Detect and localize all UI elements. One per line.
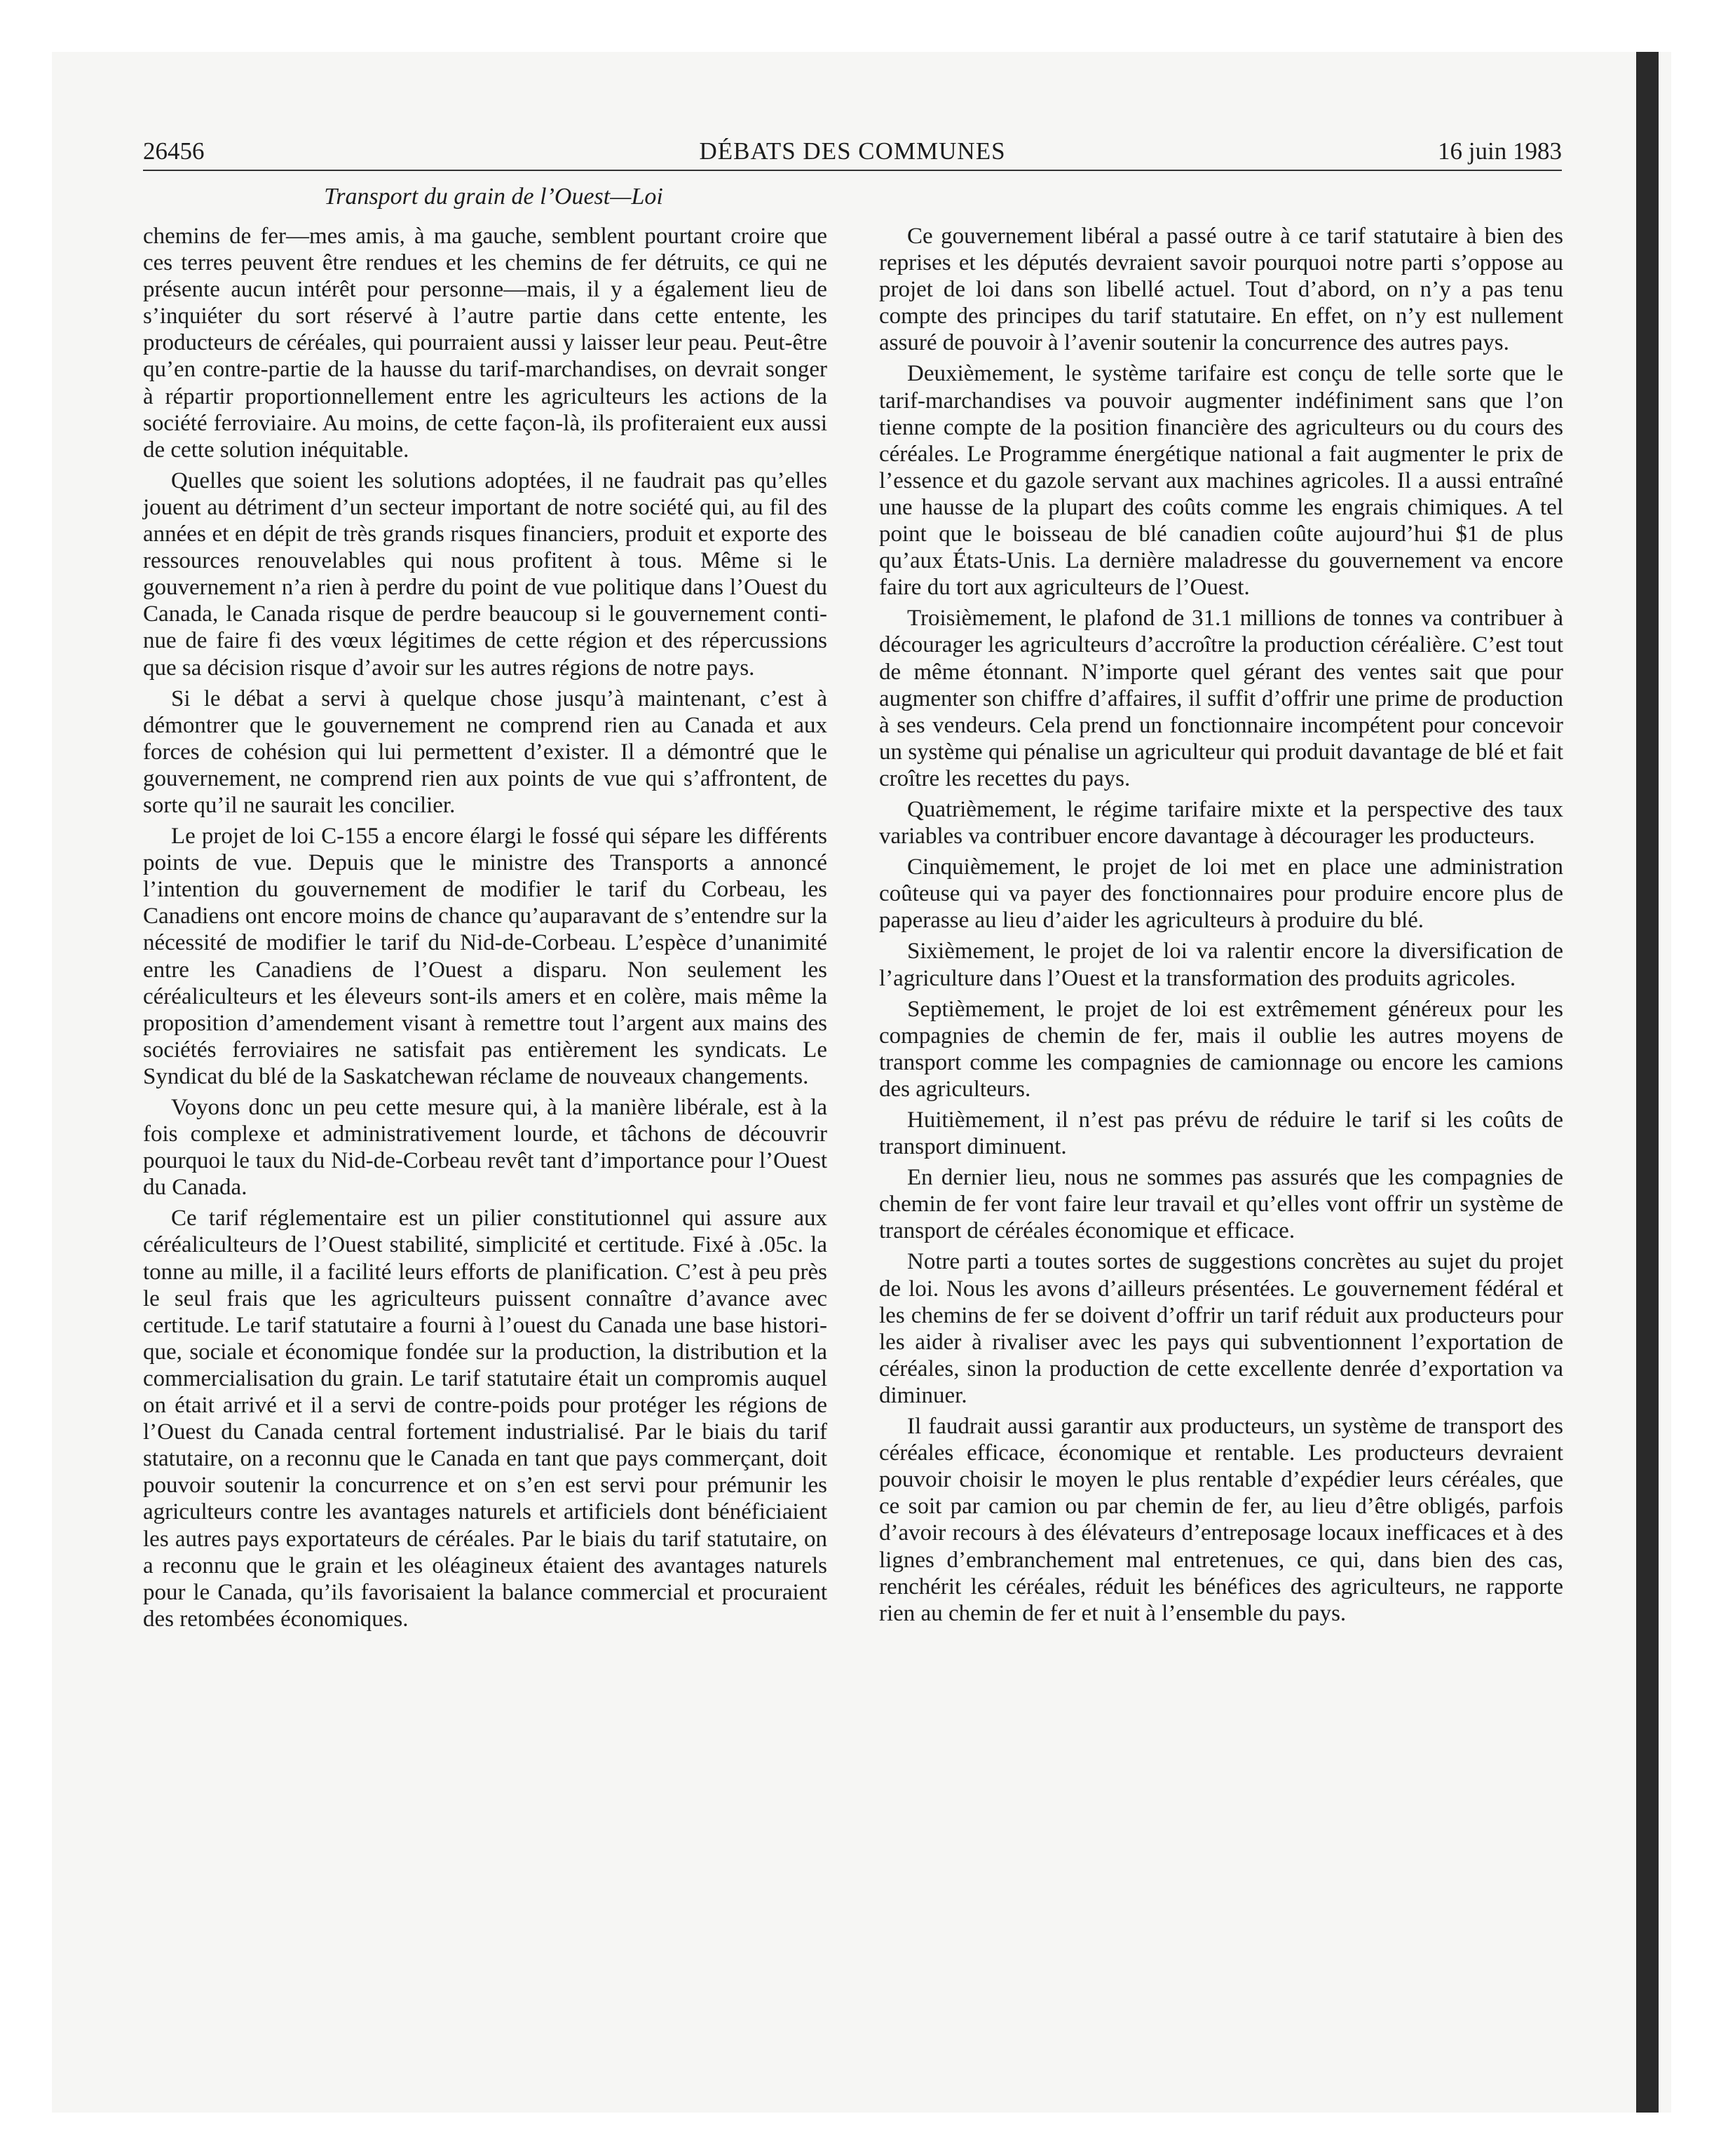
paragraph: Sixièmement, le projet de loi va ralentir encore la diversification de l’agriculture dans l’Ouest et la transformation des produits agricoles.: [879, 939, 1563, 991]
journal-title: DÉBATS DES COMMUNES: [699, 137, 1006, 165]
paragraph: Notre parti a toutes sortes de suggestions concrètes au sujet du projet de loi. Nous les avons d’ailleurs présentées. Le gouvernement fédéral et les chemins de fer se doivent d’offrir un tarif réduit aux producteurs pour les aider à rivaliser avec les pays qui subventionnent l’exportation de céréales, sinon la production de cette excellente denrée d’exportation va diminuer.: [879, 1249, 1563, 1408]
paragraph: Huitièmement, il n’est pas prévu de réduire le tarif si les coûts de transport diminuent.: [879, 1107, 1563, 1160]
paragraph: Ce tarif réglementaire est un pilier constitutionnel qui assure aux céréaliculteurs de l’Ouest stabilité, simplicité et certitude. Fixé à .05c. la tonne au mille, il a facilité leurs efforts de planification. C’est à peu près le seul frais que les agriculteurs puissent connaître d’avance avec certitude. Le tarif statutaire a fourni à l’ouest du Canada une base historique, sociale et économique fondée sur la production, la distribution et la commercialisation du grain. Le tarif statutaire était un compromis auquel on était arrivé et il a servi de contre-poids pour protéger les régions de l’Ouest du Canada central fortement industrialisé. Par le biais du tarif statutaire, on a reconnu que le Canada en tant que pays commerçant, doit pouvoir soutenir la concurrence et on s’en est servi pour prémunir les agriculteurs contre les avantages naturels et artificiels dont bénéficiaient les autres pays exportateurs de céréales. Par le biais du tarif statutaire, on a reconnu que le grain et les oléagineux étaient des avantages naturels pour le Canada, qu’ils favorisaient la balance commercial et procuraient des retombées économiques.: [143, 1206, 827, 1632]
subject-heading: Transport du grain de l’Ouest—Loi: [324, 184, 663, 210]
paragraph: Ce gouvernement libéral a passé outre à ce tarif statutaire à bien des reprises et les députés devraient savoir pourquoi notre parti s’oppose au projet de loi dans son libellé actuel. Tout d’abord, on n’y a pas tenu compte des principes du tarif statutaire. En effet, on n’y est nullement assuré de pouvoir à l’avenir soutenir la concurrence des autres pays.: [879, 224, 1563, 356]
right-column: [879, 223, 1563, 1631]
running-header: [143, 137, 1562, 174]
paragraph: En dernier lieu, nous ne sommes pas assurés que les compagnies de chemin de fer vont faire leur travail et qu’elles vont offrir un système de transport de céréales économique et efficace.: [879, 1165, 1563, 1244]
header-rule: [143, 170, 1562, 171]
paragraph: Il faudrait aussi garantir aux producteurs, un système de transport des céréales efficace, économique et rentable. Les producteurs devraient pouvoir choisir le moyen le plus rentable d’expédier leurs céréales, que ce soit par camion ou par chemin de fer, au lieu d’être obligés, parfois d’avoir recours à des élévateurs d’entreposage locaux inefficaces et à des lignes d’embranchement mal entretenues, ce qui, dans bien des cas, renchérit les céréales, réduit les bénéfices des agriculteurs, ne rapporte rien au chemin de fer et nuit à l’ensemble du pays.: [879, 1414, 1563, 1626]
paragraph: Le projet de loi C-155 a encore élargi le fossé qui sépare les différents points de vue. Depuis que le ministre des Transports a annoncé l’intention du gouvernement de modifier le tarif du Corbeau, les Canadiens ont encore moins de chance qu’auparavant de s’entendre sur la nécessité de modifier le tarif du Nid-de-Corbeau. L’espèce d’unanimité entre les Canadiens de l’Ouest a disparu. Non seulement les céréaliculteurs et les éleveurs sont-ils amers et en colère, mais même la proposition d’amendement visant à remettre tout l’argent aux mains des sociétés ferroviaires ne satisfait pas entièrement les syndicats. Le Syndicat du blé de la Saskatchewan réclame de nouveaux changements.: [143, 824, 827, 1089]
left-column: [143, 223, 827, 1637]
paragraph: Deuxièmement, le système tarifaire est conçu de telle sorte que le tarif-marchandises va pouvoir augmenter indéfiniment sans que l’on tienne compte de la position financière des agriculteurs ou du cours des céréales. Le Programme énergétique national a fait augmenter le prix de l’essence et du gazole servant aux machines agricoles. Il a aussi entraîné une hausse de la plupart des coûts comme les engrais chimiques. A tel point que le boisseau de blé canadien coûte aujourd’hui $1 de plus qu’aux États-Unis. La dernière maladresse du gouvernement va encore faire du tort aux agriculteurs de l’Ouest.: [879, 361, 1563, 601]
scan-edge-shadow: [1636, 52, 1659, 2113]
paragraph: Troisièmement, le plafond de 31.1 millions de tonnes va contribuer à décourager les agriculteurs d’accroître la production céréalière. C’est tout de même étonnant. N’importe quel gérant des ventes sait que pour augmenter son chiffre d’affaires, il suffit d’offrir une prime de production à ses vendeurs. Cela prend un fonctionnaire incompétent pour concevoir un système qui pénalise un agriculteur qui produit davantage de blé et fait croître les recettes du pays.: [879, 606, 1563, 791]
paragraph: Septièmement, le projet de loi est extrêmement généreux pour les compagnies de chemin de fer, mais il oublie les autres moyens de transport comme les compagnies de camionnage ou encore les camions des agriculteurs.: [879, 996, 1563, 1102]
paragraph: Cinquièmement, le projet de loi met en place une administration coûteuse qui va payer des fonctionnaires pour produire encore plus de paperasse au lieu d’aider les agriculteurs à produire du blé.: [879, 854, 1563, 934]
paragraph: Voyons donc un peu cette mesure qui, à la manière libérale, est à la fois complexe et administrativement lourde, et tâchons de découvrir pourquoi le taux du Nid-de-Corbeau revêt tant d’importance pour l’Ouest du Canada.: [143, 1095, 827, 1201]
sitting-date: 16 juin 1983: [1438, 137, 1562, 165]
paragraph: chemins de fer—mes amis, à ma gauche, semblent pourtant croire que ces terres peuvent être rendues et les chemins de fer détruits, ce qui ne présente aucun intérêt pour personne—mais, il y a également lieu de s’inquiéter du sort réservé à l’autre partie dans cette entente, les producteurs de céréales, qui pourraient aussi y laisser leur peau. Peut-être qu’en contre-partie de la hausse du tarif-marchandises, on devrait songer à répartir proportionnellement entre les agriculteurs les actions de la société ferroviaire. Au moins, de cette façon-là, ils profiteraient eux aussi de cette solution inéquitable.: [143, 224, 827, 463]
paragraph: Si le débat a servi à quelque chose jusqu’à maintenant, c’est à démontrer que le gouvernement ne comprend rien au Canada et aux forces de cohésion qui lui permettent d’exister. Il a démontré que le gouvernement, ne comprend rien aux points de vue qui s’affrontent, de sorte qu’il ne saurait les concilier.: [143, 685, 827, 818]
paragraph: Quatrièmement, le régime tarifaire mixte et la perspective des taux variables va contribuer encore davantage à décourager les producteurs.: [879, 796, 1563, 850]
paragraph: Quelles que soient les solutions adoptées, il ne faudrait pas qu’elles jouent au détriment d’un secteur important de notre société qui, au fil des années et en dépit de très grands risques financiers, produit et exporte des ressources renouvelables qui nous profitent à tous. Même si le gouvernement n’a rien à perdre du point de vue politique dans l’Ouest du Canada, le Canada risque de perdre beaucoup si le gouvernement continue de faire fi des vœux légitimes de cette région et des répercussions que sa décision risque d’avoir sur les autres régions de notre pays.: [143, 468, 827, 681]
page-number: 26456: [143, 137, 205, 165]
